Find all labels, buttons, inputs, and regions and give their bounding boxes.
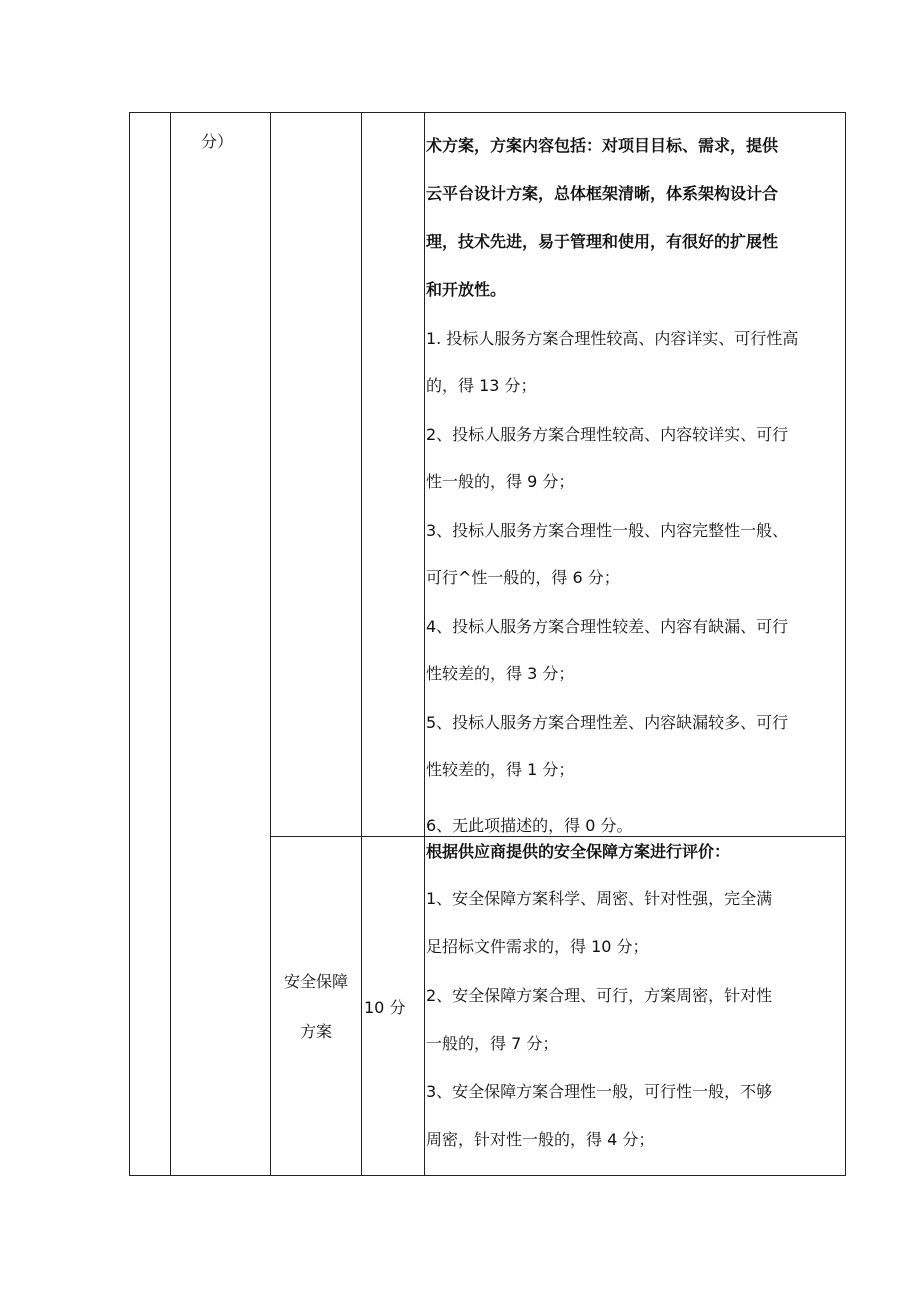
criteria-line: 4、投标人服务方案合理性较差、内容有缺漏、可行 bbox=[426, 617, 789, 636]
category-cell-text: 分） bbox=[201, 132, 234, 151]
criteria-line: 理，技术先进，易于管理和使用，有很好的扩展性 bbox=[426, 232, 779, 251]
criteria-line: 和开放性。 bbox=[426, 280, 507, 299]
criteria-line: 足招标文件需求的，得 10 分； bbox=[426, 937, 649, 956]
criteria-line: 术方案，方案内容包括：对项目目标、需求，提供 bbox=[426, 136, 779, 155]
item-name-line: 方案 bbox=[299, 1022, 332, 1041]
criteria-line: 云平台设计方案，总体框架清晰，体系架构设计合 bbox=[426, 184, 779, 203]
criteria-line: 根据供应商提供的安全保障方案进行评价： bbox=[426, 842, 731, 861]
item-name-line: 安全保障 bbox=[283, 972, 348, 991]
criteria-line: 一般的，得 7 分； bbox=[426, 1034, 559, 1053]
criteria-line: 6、无此项描述的，得 0 分。 bbox=[426, 816, 633, 835]
criteria-line: 1、安全保障方案科学、周密、针对性强，完全满 bbox=[426, 889, 773, 908]
table-border-left bbox=[129, 112, 130, 1176]
column-divider-2 bbox=[270, 112, 271, 1176]
criteria-line: 可行^性一般的，得 6 分； bbox=[426, 568, 620, 587]
criteria-line: 性较差的，得 1 分； bbox=[426, 760, 575, 779]
table-border-top bbox=[129, 112, 846, 113]
criteria-line: 5、投标人服务方案合理性差、内容缺漏较多、可行 bbox=[426, 713, 789, 732]
table-border-bottom bbox=[129, 1175, 846, 1176]
column-divider-4 bbox=[424, 112, 425, 1176]
criteria-line: 2、安全保障方案合理、可行，方案周密，针对性 bbox=[426, 986, 773, 1005]
column-divider-3 bbox=[361, 112, 362, 1176]
criteria-line: 2、投标人服务方案合理性较高、内容较详实、可行 bbox=[426, 425, 789, 444]
criteria-line: 3、投标人服务方案合理性一般、内容完整性一般、 bbox=[426, 521, 789, 540]
table-border-right bbox=[845, 112, 846, 1176]
criteria-line: 性较差的，得 3 分； bbox=[426, 664, 575, 683]
criteria-line: 周密，针对性一般的，得 4 分； bbox=[426, 1130, 655, 1149]
item-score: 10 分 bbox=[364, 998, 406, 1017]
criteria-line: 1. 投标人服务方案合理性较高、内容详实、可行性高 bbox=[426, 329, 799, 348]
column-divider-1 bbox=[170, 112, 171, 1176]
criteria-line: 性一般的，得 9 分； bbox=[426, 472, 575, 491]
criteria-line: 3、安全保障方案合理性一般，可行性一般，不够 bbox=[426, 1082, 773, 1101]
criteria-line: 的，得 13 分； bbox=[426, 376, 537, 395]
